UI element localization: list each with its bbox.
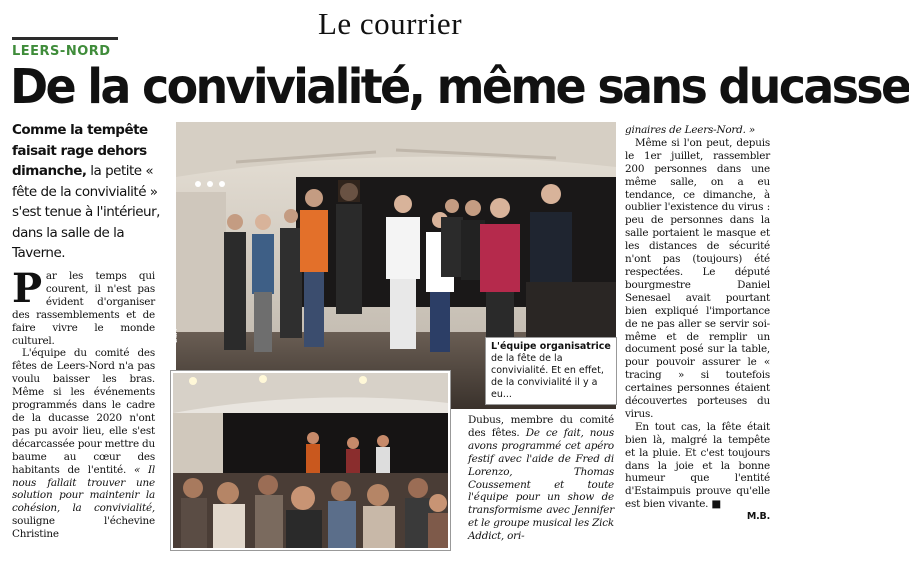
column-2-paragraph	[468, 414, 614, 543]
section-label: LEERS-NORD	[12, 44, 111, 59]
column-3-paragraph-1: Même si l'on peut, depuis le 1er juillet, rassembler 200 personnes dans une même salle, on a eu tendance, ce dimanche, à oublier l'existence du virus : peu de personnes dans la salle portaient le masque et les distances de sécurité n'ont pas (toujours) été respectées. Le député bourgmestre Daniel Senesael avait pourtant bien expliqué l'importance de ne pas aller se servir soi-même et de remplir un document posé sur la table, pour pouvoir assurer le « tracing » si toutefois certaines personnes étaient découvertes porteuses du virus.	[625, 136, 770, 420]
column-2-text: Dubus, membre du comité des fêtes.	[468, 414, 614, 439]
end-mark: ■	[711, 498, 721, 511]
column-2	[468, 414, 614, 543]
author-signature: M.B.	[746, 511, 770, 523]
lead-rest: la petite « fête de la convivialité » s'est tenue à l'intérieur, dans la salle de la Taverne.	[12, 163, 160, 261]
article-headline: De la convivialité, même sans ducasse	[10, 58, 909, 115]
lead-bold: Comme la tempête faisait rage dehors dimanche,	[12, 122, 148, 179]
column-3-paragraph-2	[625, 421, 770, 511]
paragraph-2	[12, 347, 155, 541]
paragraph-2-end: souligne l'échevine Christine	[12, 515, 155, 541]
article-lead	[12, 120, 172, 264]
drop-cap: P	[12, 265, 42, 312]
quote-end: ginaires de Leers-Nord. »	[625, 124, 755, 136]
newspaper-masthead: Le courrier	[317, 6, 463, 41]
section-rule	[12, 37, 118, 40]
photo-caption	[485, 337, 617, 405]
column-2-quote: De ce fait, nous avons programmé cet apéro festif avec l'aide de Fred di Lorenzo, Thomas Coussement et toute l'équipe pour un show de transformisme avec Jennifer et le groupe musical les Zick Addict, ori-	[468, 426, 614, 543]
column-1	[12, 265, 155, 541]
column-3	[625, 124, 770, 524]
column-3-quote-end	[625, 124, 770, 137]
crowd-photo-image	[173, 373, 448, 548]
paragraph-1	[12, 265, 155, 347]
paragraph-2-text: L'équipe du comité des fêtes de Leers-Nord n'a pas voulu baisser les bras. Même si les événements programmés dans le cadre de la ducasse 2020 n'ont pas pu avoir lieu, elle s'est décarcassée pour mettre du baume au cœur des habitants de l'entité.	[12, 347, 155, 476]
paragraph-1-text: ar les temps qui courent, il n'est pas évident d'organiser des rassemblements et de faire vivre le monde culturel.	[12, 270, 155, 347]
column-3-paragraph-2-text: En tout cas, la fête était bien là, malgré la tempête et la pluie. Et c'est toujours dans la joie et la bonne humeur que l'entité d'Estaimpuis prouve qu'elle est bien vivante.	[625, 420, 770, 511]
caption-bold: L'équipe organisatrice	[491, 341, 611, 352]
caption-rest: de la fête de la convivialité. Et en effet, de la convivialité il y a eu...	[491, 353, 604, 400]
crowd-photo	[171, 371, 450, 550]
photo-credit: EdA	[170, 329, 179, 343]
paragraph-2-quote: « Il nous fallait trouver une solution pour maintenir la cohésion, la convivialité,	[12, 463, 155, 515]
